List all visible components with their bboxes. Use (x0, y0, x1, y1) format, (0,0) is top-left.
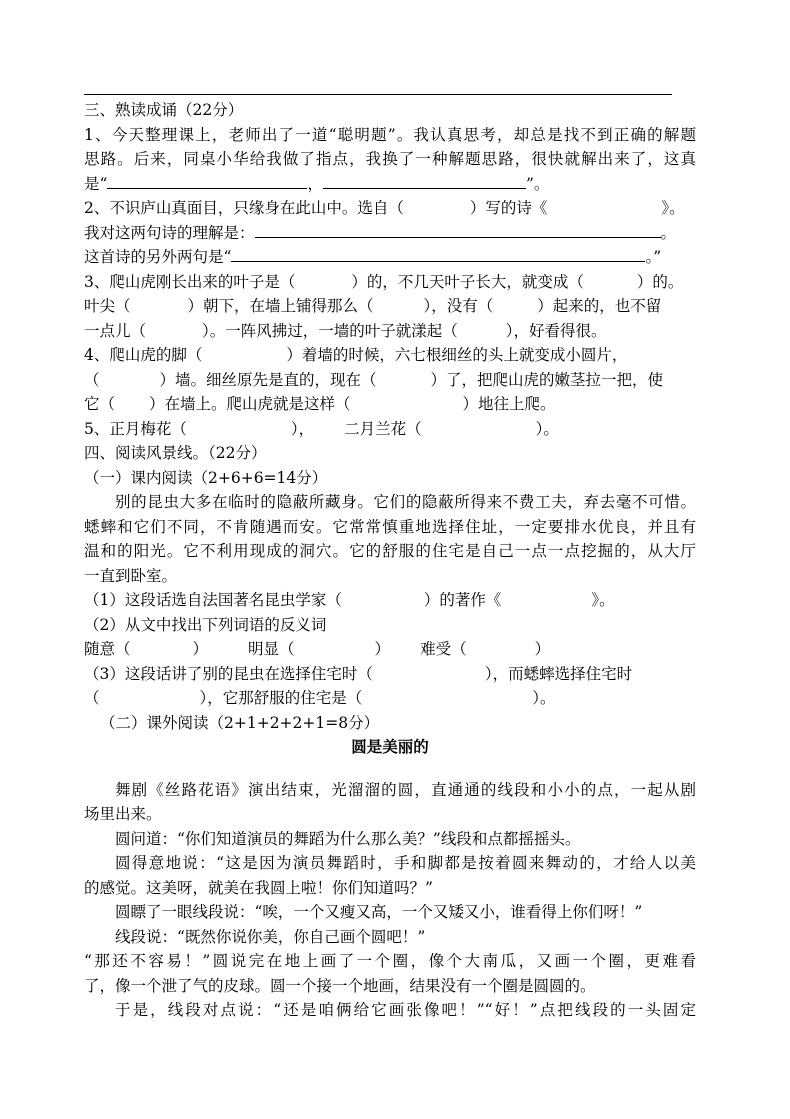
text: 它（ (84, 395, 116, 413)
text: ）， (290, 419, 315, 438)
text: （1）这段话选自法国著名昆虫学家（ (84, 591, 342, 609)
text: 。” (645, 248, 662, 266)
part1-q3-line2 (84, 686, 696, 711)
story-line: 圆问道：“你们知道演员的舞蹈为什么那么美？”线段和点都摇摇头。 (115, 829, 581, 848)
story-line: 圆得意地说：“这是因为演员舞蹈时，手和脚都是按着圆来舞动的，才给人以美 (115, 854, 696, 872)
spacer (84, 760, 696, 778)
q4-line2 (84, 368, 696, 393)
text: ）。一阵风拂过，一墙的叶子就漾起（ (202, 321, 458, 340)
text: ）着墙的时候，六七根细丝的头上就变成小圆片， (286, 346, 628, 364)
text: ）了，把爬山虎的嫩茎拉一把，使 (430, 370, 664, 389)
text: ），它那舒服的住宅是（ (199, 689, 363, 707)
text: 4、爬山虎的脚（ (84, 346, 203, 364)
text: ） (534, 640, 551, 658)
text: ）朝下，在墙上铺得那么（ (187, 297, 374, 315)
text: （ (84, 370, 100, 389)
text: 我对这两句诗的理解是： (84, 223, 255, 242)
q1-line3 (84, 172, 696, 197)
passage-line: 一直到卧室。 (84, 566, 178, 585)
part1-q1 (84, 588, 696, 613)
text: ）的。 (636, 272, 684, 291)
text: 5、正月梅花（ (84, 419, 187, 438)
passage-line: 别的昆虫大多在临时的隐蔽所藏身。它们的隐蔽所得来不费工夫，弃去毫不可惜。 (115, 493, 696, 511)
text: ） (374, 640, 391, 658)
story-line: 了，像一个泄了气的皮球。圆一个接一个地画，结果没有一个圈是圆圆的。 (84, 976, 596, 995)
text: ）地往上爬。 (462, 395, 556, 413)
answer-blank[interactable] (107, 173, 307, 189)
passage-line: 温和的阳光。它不利用现成的洞穴。它的舒服的住宅是自己一点一点挖掘的，从大厅 (84, 542, 696, 560)
story-line: 圆瞟了一眼线段说：“唉，一个又瘦又高，一个又矮又小，谁看得上你们呀！” (115, 903, 643, 921)
answer-blank[interactable] (255, 222, 661, 238)
q4-line3 (84, 392, 696, 417)
text: ）在墙上。爬山虎就是这样（ (149, 395, 351, 413)
text: 难受（ (420, 640, 467, 658)
section4-heading: 四、阅读风景线。（22分） (84, 444, 267, 462)
text: 》。 (591, 591, 615, 609)
text: 。 (660, 223, 677, 242)
story-line: 场里出来。 (84, 805, 162, 823)
story-line: 的感觉。这美呀，就美在我圆上啦！你们知道吗？” (84, 878, 433, 897)
story-title: 圆是美丽的 (351, 737, 429, 756)
text: ）墙。细丝原先是直的，现在（ (159, 370, 377, 389)
q4-line1 (84, 343, 696, 368)
text: 叶尖（ (84, 297, 131, 315)
text: 是“ (84, 174, 108, 193)
text: 3、爬山虎刚长出来的叶子是（ (84, 272, 296, 291)
text: 随意（ (84, 640, 131, 658)
text: （ (84, 689, 100, 707)
answer-blank[interactable] (231, 246, 645, 262)
text: 二月兰花（ (344, 419, 422, 438)
story-line: “那还不容易！”圆说完在地上画了一个圈，像个大南瓜，又画一个圈，更难看 (84, 952, 696, 970)
story-line: 于是，线段对点说：“还是咱俩给它画张像吧！”“好！”点把线段的一头固定 (115, 1001, 696, 1019)
q3-line2 (84, 294, 696, 319)
text: ）起来的，也不留 (537, 297, 662, 315)
text: 2、不识庐山真面目，只缘身在此山中。选自（ (84, 199, 404, 217)
text: ， (307, 174, 323, 193)
part1-q2: （2）从文中找出下列词语的反义词 (84, 615, 327, 634)
part1-q2-words (84, 637, 696, 662)
text: ），好看得很。 (505, 321, 607, 340)
story-line: 舞剧《丝路花语》演出结束，光溜溜的圆，直通通的线段和小小的点，一起从剧 (115, 780, 696, 799)
q3-line3 (84, 319, 696, 344)
text: 》。 (661, 199, 685, 217)
section3-heading: 三、熟读成诵（22分） (84, 101, 244, 119)
text: 一点儿（ (84, 321, 147, 340)
text: ），没有（ (423, 297, 494, 315)
text: ）的，不几天叶子长大，就变成（ (351, 272, 584, 291)
q2-line2 (84, 221, 696, 246)
header-rule (84, 94, 672, 95)
part1-heading: （一）课内阅读（2+6+6=14分） (84, 468, 328, 487)
q1-line2: 思路。后来，同桌小华给我做了指点，我换了一种解题思路，很快就解出来了，这真 (84, 150, 696, 168)
exam-page (84, 98, 696, 1023)
text: ）。 (535, 419, 559, 438)
text: ）的著作《 (423, 591, 502, 609)
text: ）。 (532, 689, 556, 707)
text: ） (192, 640, 209, 658)
part1-q3-line1 (84, 662, 696, 687)
text: ”。 (525, 174, 550, 193)
text: （3）这段话讲了别的昆虫在选择住宅时（ (84, 664, 373, 683)
text: 明显（ (248, 640, 295, 658)
part2-heading: （二）课外阅读（2+1+2+2+1=8分） (100, 713, 380, 732)
text: ）写的诗《 (469, 199, 548, 217)
q1-line1: 1、今天整理课上，老师出了一道“聪明题”。我认真思考，却总是找不到正确的解题 (84, 125, 696, 144)
text: 这首诗的另外两句是“ (84, 248, 232, 266)
answer-blank[interactable] (323, 173, 526, 189)
q2-line1 (84, 196, 696, 221)
story-line: 线段说：“既然你说你美，你自己画个圆吧！” (115, 927, 426, 946)
text: ），而蟋蟀选择住宅时 (484, 664, 633, 683)
q2-line3 (84, 245, 696, 270)
q3-line1 (84, 270, 696, 295)
q5-line (84, 417, 696, 442)
passage-line: 蟋蟀和它们不同，不肯随遇而安。它常常慎重地选择住址，一定要排水优良，并且有 (84, 517, 696, 536)
